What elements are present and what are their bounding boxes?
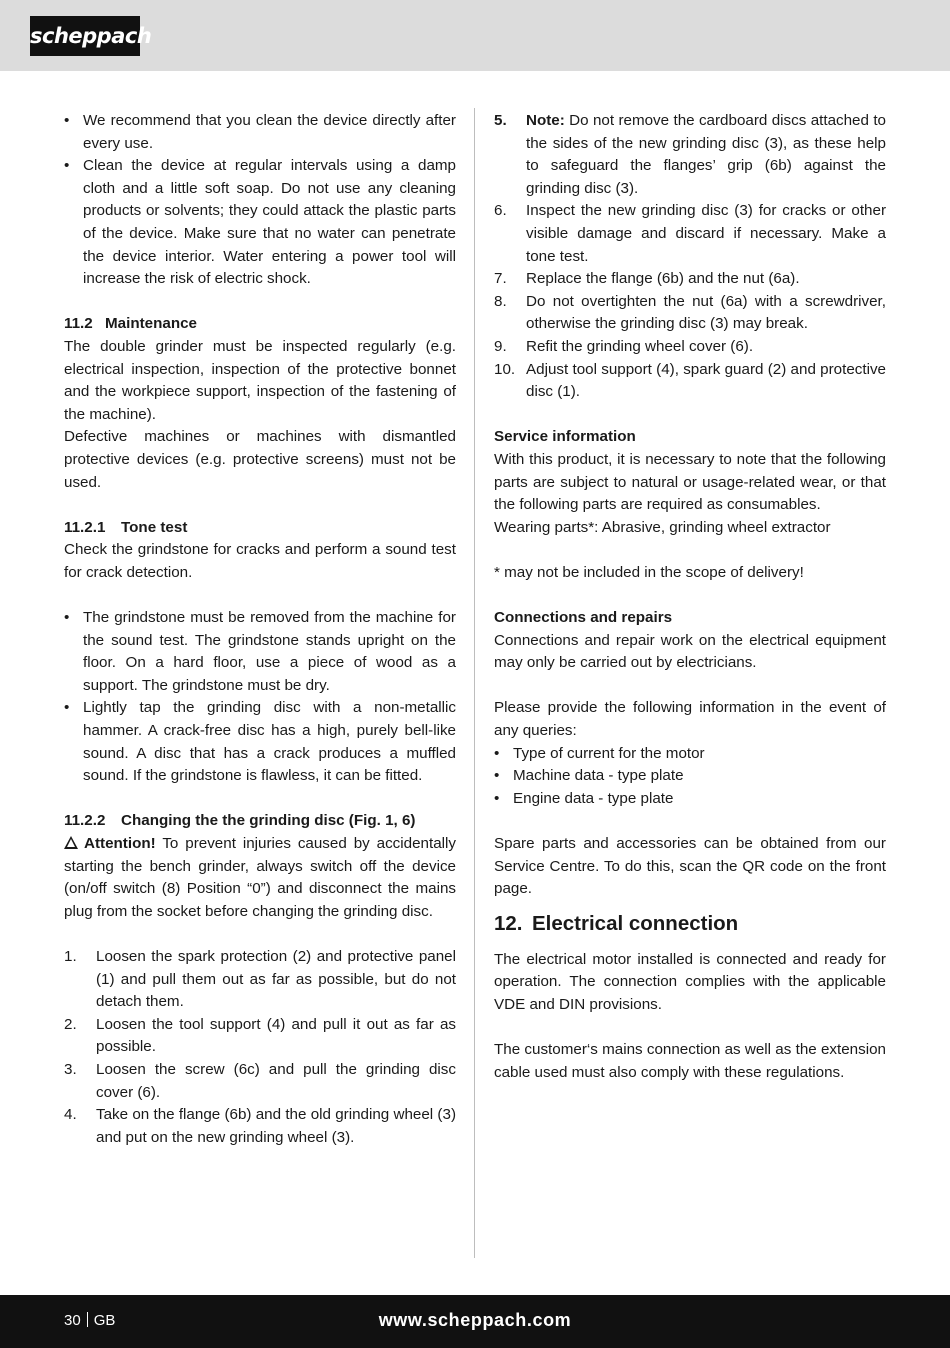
queries-paragraph: Please provide the following information in the event of any queries: [494,699,886,740]
right-column [494,110,886,1084]
list-item: • We recommend that you clean the device directly after every use. [64,112,456,152]
list-item: 7. Replace the flange (6b) and the nut (6a). [494,270,800,288]
electrical-heading: 12. Electrical connection [494,911,739,935]
tone-test-paragraph: Check the grindstone for cracks and perform a sound test for crack detection. [64,541,456,581]
attention-paragraph: Attention! To prevent injuries caused by accidentally starting the bench grinder, always switch off the device (on/off switch (8) Position “0”) and disconnect the mains plug from the socket before changing the grinding disc. [64,835,456,920]
list-item: • The grindstone must be removed from the machine for the sound test. The grindstone stands upright on the floor. On a hard floor, use a piece of wood as a support. The grindstone must be dry. [64,609,456,694]
list-item: 5. Note: Do not remove the cardboard discs attached to the sides of the new grinding disc (3), as these help to safeguard the flanges’ grip (6b) against the grinding disc (3). [494,112,886,197]
cleaning-bullets [64,110,456,291]
list-item: 3. Loosen the screw (6c) and pull the grinding disc cover (6). [64,1060,456,1101]
list-item: 6. Inspect the new grinding disc (3) for cracks or other visible damage and discard if necessary. Make a tone test. [494,202,886,265]
list-item: 4. Take on the flange (6b) and the old grinding wheel (3) and put on the new grinding wheel (3). [64,1106,456,1146]
maintenance-paragraph: The double grinder must be inspected regularly (e.g. electrical inspection, inspection of the protective bonnet and the workpiece support, inspection of the fastening of the machine). [64,337,456,423]
service-heading: Service information [494,428,636,446]
electrical-paragraph: The electrical motor installed is connected and ready for operation. The connection complies with the applicable VDE and DIN provisions. [494,950,886,1013]
list-item: 9. Refit the grinding wheel cover (6). [494,337,754,355]
delivery-note: * may not be included in the scope of delivery! [494,563,804,581]
left-column [64,110,456,1149]
tone-test-bullets [64,607,456,788]
changing-steps-continued [494,110,886,404]
scheppach-logo: scheppach [30,16,140,56]
service-paragraph: With this product, it is necessary to note that the following parts are subject to natural or usage-related wear, or that the following parts are required as consumables. [494,450,886,514]
connections-heading: Connections and repairs [494,609,673,627]
list-item: 2. Loosen the tool support (4) and pull it out as far as possible. [64,1015,456,1056]
list-item: 8. Do not overtighten the nut (6a) with a screwdriver, otherwise the grinding disc (3) may break. [494,292,886,333]
list-item: 1. Loosen the spark protection (2) and protective panel (1) and pull them out as far as possible, but do not detach them. [64,947,456,1011]
list-item: • Clean the device at regular intervals using a damp cloth and a little soft soap. Do not use any cleaning products or solvents; they could attack the plastic parts of the device. Make sure that no water can penetrate the device interior. Water entering a power tool will increase the risk of electric shock. [64,157,456,288]
list-item: • Engine data - type plate [494,789,674,807]
list-item: 10. Adjust tool support (4), spark guard (2) and protective disc (1). [494,360,886,401]
list-item: • Machine data - type plate [494,767,684,785]
page-header [0,0,950,71]
list-item: • Lightly tap the grinding disc with a non-metallic hammer. A crack-free disc has a high, purely bell-like sound. A disc that has a crack produces a muffled sound. If the grindstone is flawless, it can be fitted. [64,699,456,785]
electrical-paragraph: The customer‘s mains connection as well as the extension cable used must also comply with these regulations. [494,1041,886,1081]
website-url: www.scheppach.com [378,1310,572,1330]
maintenance-paragraph: Defective machines or machines with dismantled protective devices (e.g. protective screens) must not be used. [64,428,456,491]
connections-paragraph: Connections and repair work on the electrical equipment may only be carried out by electricians. [494,631,886,672]
tone-test-heading: 11.2.1 Tone test [64,518,188,536]
page-number: 30 GB [64,1312,116,1329]
changing-steps [64,946,456,1149]
query-bullets [494,743,886,811]
page-footer [0,1295,950,1348]
list-item: • Type of current for the motor [494,744,705,762]
spare-parts-paragraph: Spare parts and accessories can be obtained from our Service Centre. To do this, scan the QR code on the front page. [494,835,886,898]
warning-triangle-icon [64,836,78,849]
changing-disc-heading: 11.2.2 Changing the the grinding disc (Fig. 1, 6) [64,812,416,830]
column-divider [474,108,475,1258]
wearing-parts: Wearing parts*: Abrasive, grinding wheel extractor [494,518,831,536]
maintenance-heading: 11.2 Maintenance [64,315,197,333]
